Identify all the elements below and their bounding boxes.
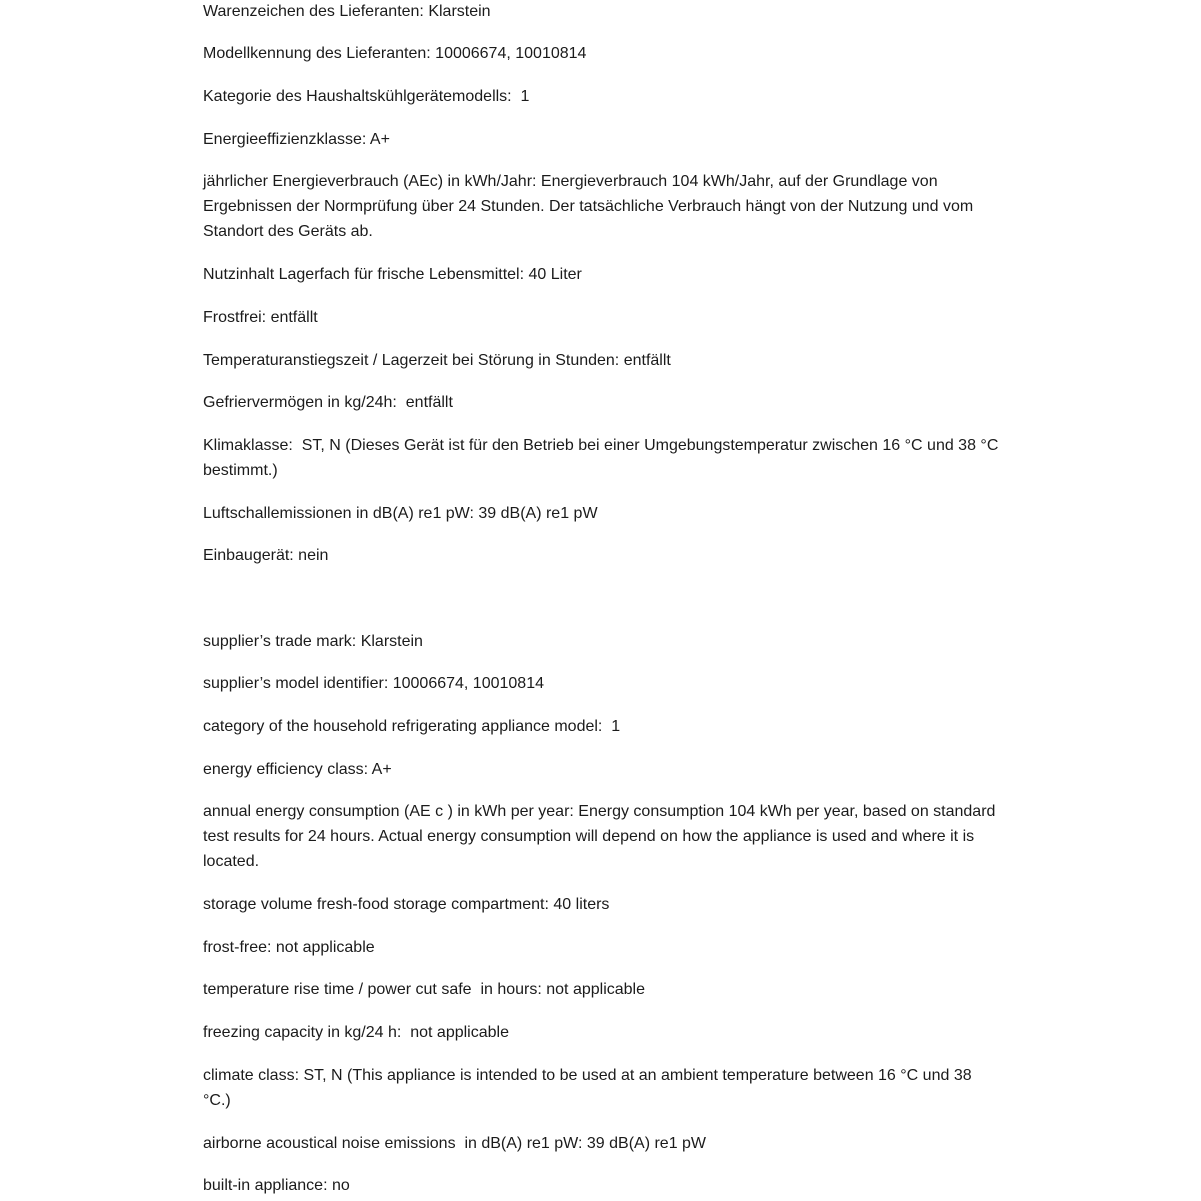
text-line: Warenzeichen des Lieferanten: Klarstein xyxy=(203,2,491,20)
climate-class-en xyxy=(203,1063,1193,1113)
energy-class-de xyxy=(203,127,1193,152)
temperature-rise-time-en xyxy=(203,977,1193,1002)
text-line: Temperaturanstiegszeit / Lagerzeit bei Störung in Stunden: entfällt xyxy=(203,351,671,369)
text-line: Energieeffizienzklasse: A+ xyxy=(203,130,390,148)
built-in-en xyxy=(203,1173,1193,1198)
text-line: Kategorie des Haushaltskühlgerätemodells: 1 xyxy=(203,88,530,106)
text-line: frost-free: not applicable xyxy=(203,938,375,956)
text-line: energy efficiency class: A+ xyxy=(203,760,392,778)
category-en xyxy=(203,714,1193,739)
freezing-capacity-de xyxy=(203,390,1193,415)
trade-mark-en xyxy=(203,629,1193,654)
text-line: bestimmt.) xyxy=(203,461,278,479)
model-identifier-de xyxy=(203,41,1193,66)
text-line: °C.) xyxy=(203,1091,231,1109)
text-line: test results for 24 hours. Actual energy consumption will depend on how the appliance is used and where it is xyxy=(203,828,975,846)
text-line: built-in appliance: no xyxy=(203,1177,350,1195)
noise-emissions-de xyxy=(203,501,1193,526)
category-de xyxy=(203,84,1193,109)
text-line: Frostfrei: entfällt xyxy=(203,308,318,326)
text-line: jährlicher Energieverbrauch (AEc) in kWh/Jahr: Energieverbrauch 104 kWh/Jahr, auf der Grundlage von xyxy=(203,173,938,191)
text-line: Einbaugerät: nein xyxy=(203,547,329,565)
text-line: annual energy consumption (AE c ) in kWh per year: Energy consumption 104 kWh per year, based on standard xyxy=(203,803,996,821)
text-line: supplier’s model identifier: 10006674, 10010814 xyxy=(203,675,544,693)
datasheet-english xyxy=(203,629,1193,1199)
built-in-de xyxy=(203,543,1193,568)
trade-mark-de xyxy=(203,0,1193,24)
text-line: located. xyxy=(203,853,260,871)
text-line: Gefriervermögen in kg/24h: entfällt xyxy=(203,394,453,412)
document-page xyxy=(203,0,1193,1198)
frost-free-en xyxy=(203,935,1193,960)
text-line: airborne acoustical noise emissions in dB(A) re1 pW: 39 dB(A) re1 pW xyxy=(203,1134,707,1152)
text-line: supplier’s trade mark: Klarstein xyxy=(203,632,423,650)
text-line: Ergebnissen der Normprüfung über 24 Stunden. Der tatsächliche Verbrauch hängt von der Nutzung und vom xyxy=(203,198,974,216)
energy-class-en xyxy=(203,757,1193,782)
freezing-capacity-en xyxy=(203,1020,1193,1045)
text-line: category of the household refrigerating appliance model: 1 xyxy=(203,718,621,736)
text-line: storage volume fresh-food storage compartment: 40 liters xyxy=(203,896,610,914)
annual-consumption-de xyxy=(203,169,1193,244)
text-line: Luftschallemissionen in dB(A) re1 pW: 39 dB(A) re1 pW xyxy=(203,504,598,522)
noise-emissions-en xyxy=(203,1131,1193,1156)
text-line: Standort des Geräts ab. xyxy=(203,223,373,241)
text-line: Modellkennung des Lieferanten: 10006674, 10010814 xyxy=(203,45,587,63)
temperature-rise-time-de xyxy=(203,348,1193,373)
annual-consumption-en xyxy=(203,799,1193,874)
frost-free-de xyxy=(203,305,1193,330)
climate-class-de xyxy=(203,433,1193,483)
text-line: temperature rise time / power cut safe in hours: not applicable xyxy=(203,981,645,999)
storage-volume-de xyxy=(203,262,1193,287)
section-spacer xyxy=(203,586,1193,611)
storage-volume-en xyxy=(203,892,1193,917)
text-line: climate class: ST, N (This appliance is intended to be used at an ambient temperature between 16 °C und 38 xyxy=(203,1066,972,1084)
text-line: Klimaklasse: ST, N (Dieses Gerät ist für den Betrieb bei einer Umgebungstemperatur zwischen 16 °C und 38 °C xyxy=(203,436,999,454)
datasheet-german xyxy=(203,0,1193,568)
text-line: freezing capacity in kg/24 h: not applicable xyxy=(203,1024,509,1042)
model-identifier-en xyxy=(203,671,1193,696)
text-line: Nutzinhalt Lagerfach für frische Lebensmittel: 40 Liter xyxy=(203,266,582,284)
